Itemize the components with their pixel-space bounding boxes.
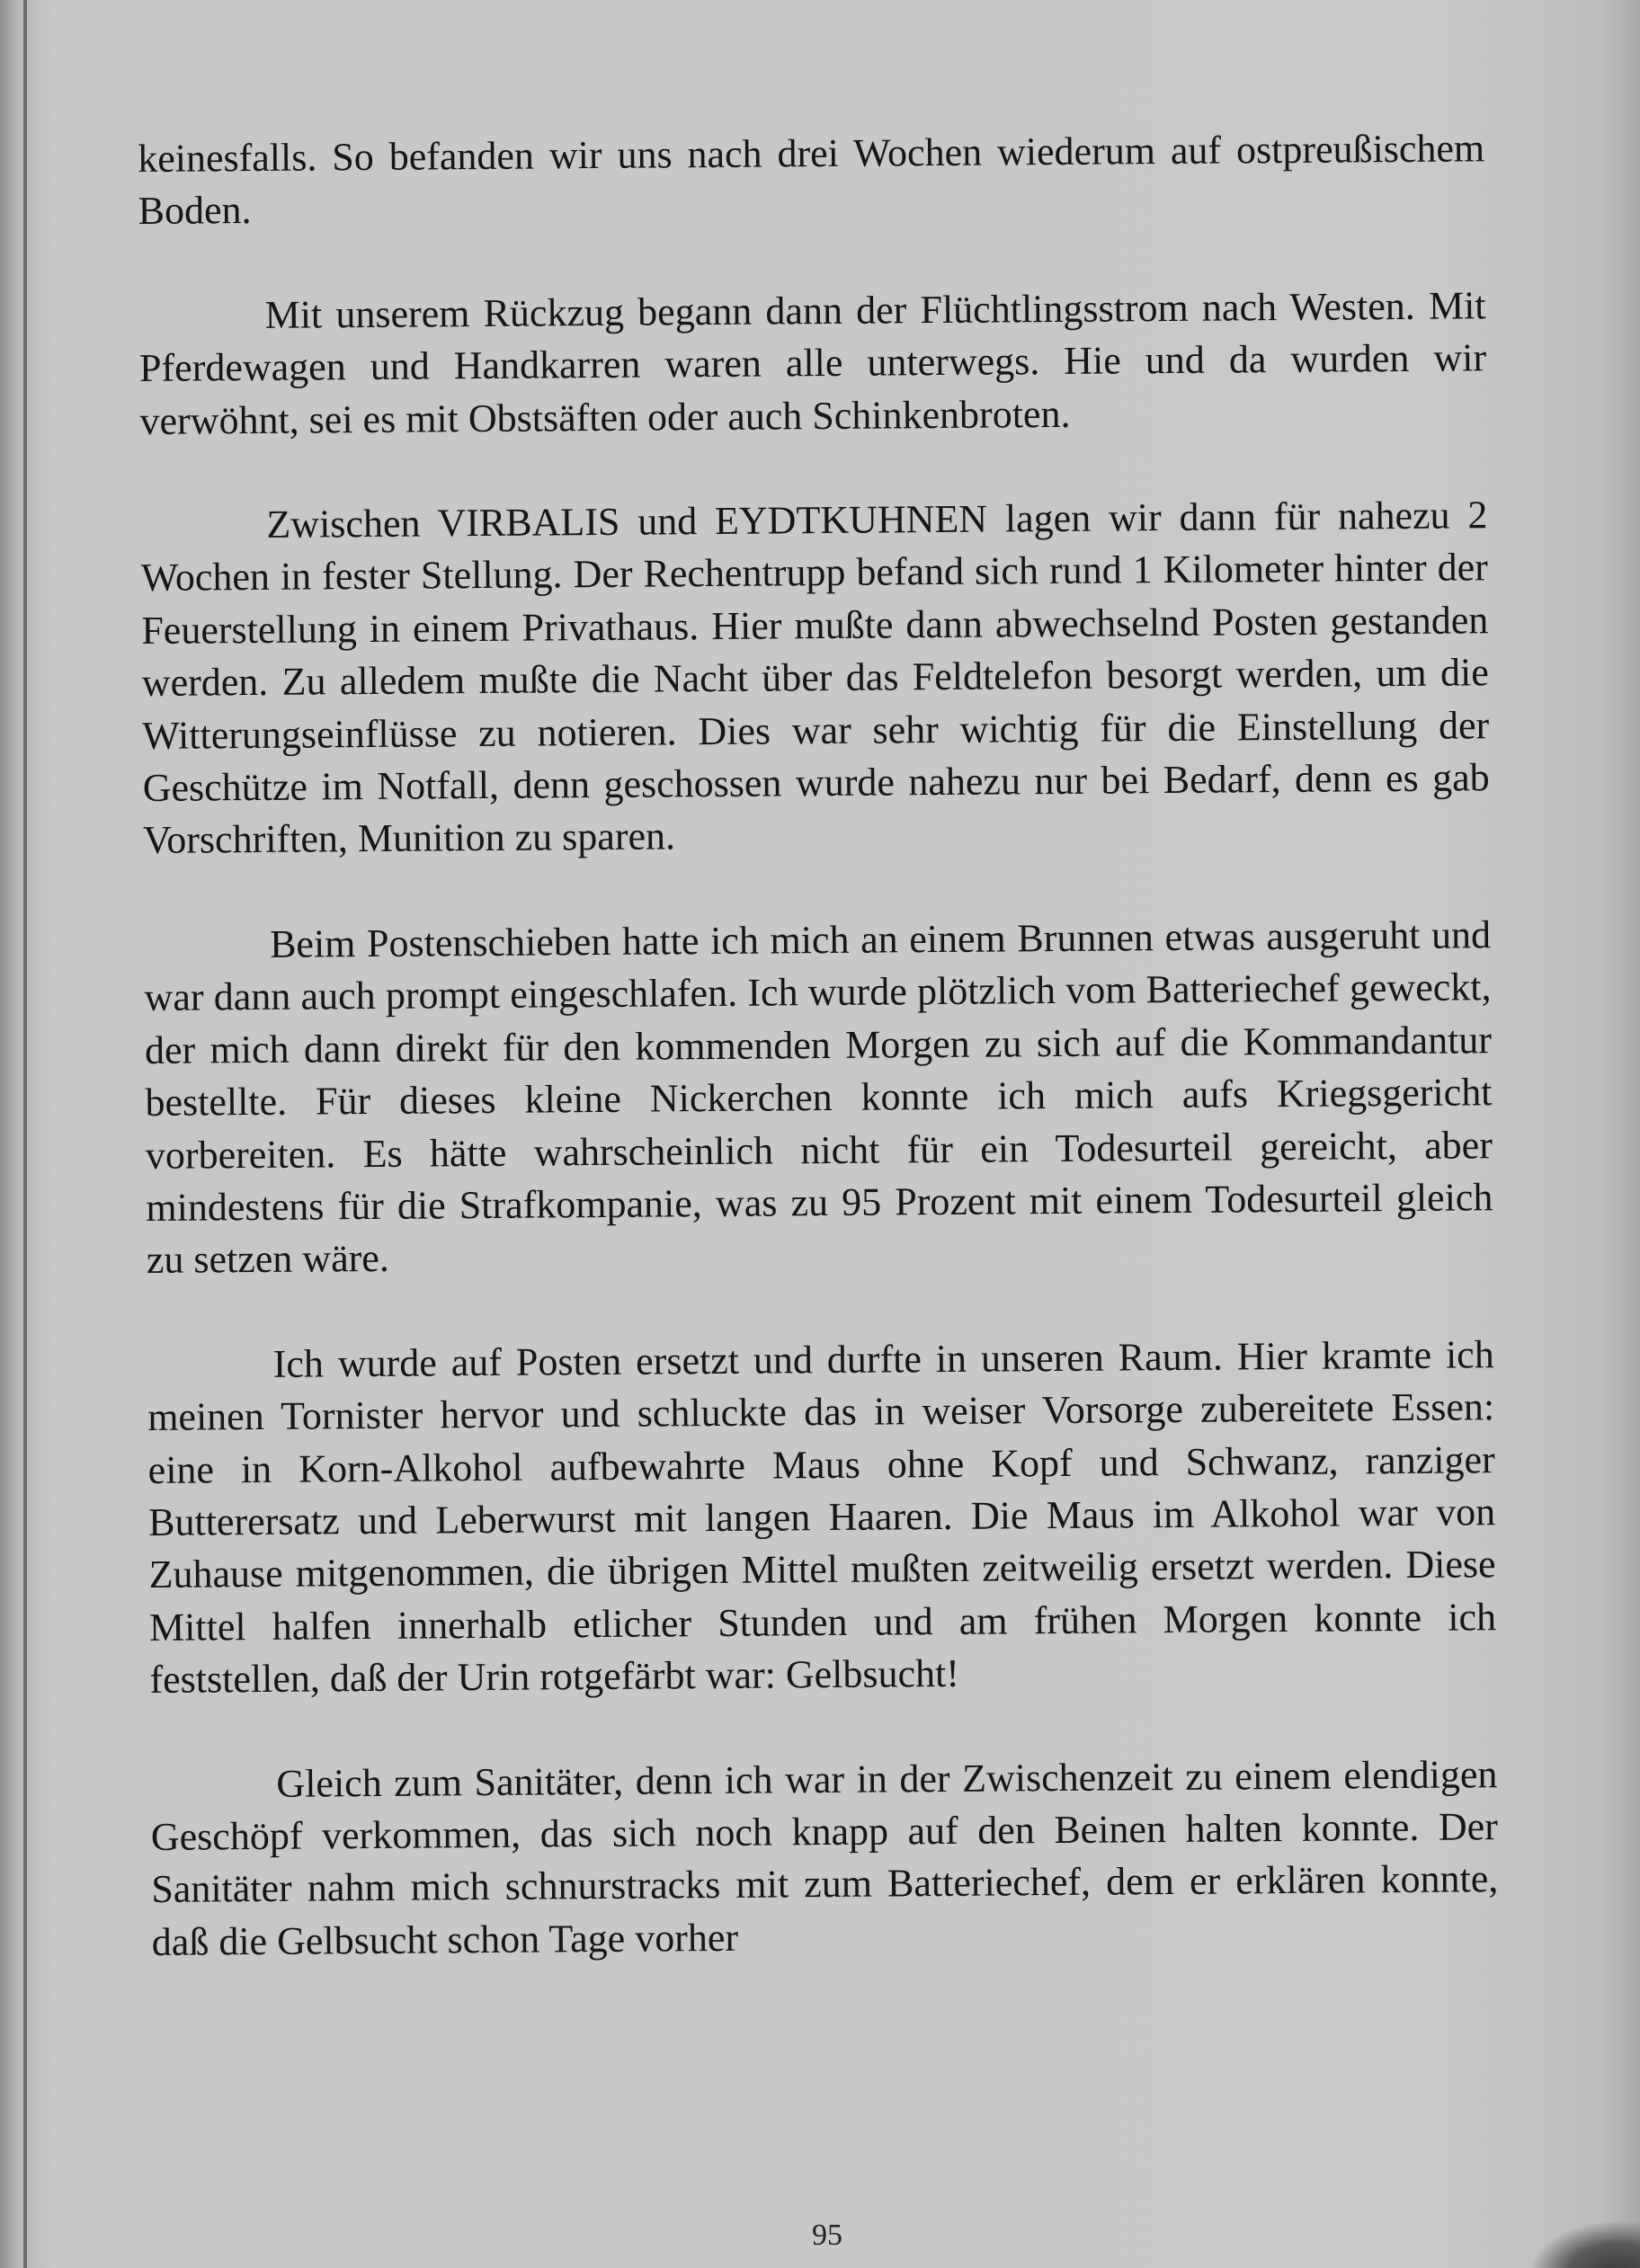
paragraph-virbalis: Zwischen VIRBALIS und EYDTKUHNEN lagen wir dann für nahezu 2 Wochen in fester Stellung. Der Rechentrupp befand sich rund 1 Kilometer hinter der Feuerstellung in einem Privathaus. Hier mußte dann abwechselnd Posten gestanden werden. Zu alledem mußte die Nacht über das Feldtelefon besorgt werden, um die Witterungseinflüsse zu notieren. Dies war sehr wichtig für die Einstellung der Geschütze im Notfall, denn geschossen wurde nahezu nur bei Bedarf, denn es gab Vorschriften, Munition zu sparen. xyxy=(140,493,1490,863)
body-text xyxy=(138,122,1499,1969)
page-number: 95 xyxy=(812,2219,842,2252)
paragraph-jaundice: Ich wurde auf Posten ersetzt und durfte in unseren Raum. Hier kramte ich meinen Tornister hervor und schluckte das in weiser Vorsorge zubereitete Essen: eine in Korn-Alkohol aufbewahrte Maus ohne Kopf und Schwanz, ranziger Butterersatz und Leberwurst mit langen Haaren. Die Maus im Alkohol war von Zuhause mitgenommen, die übrigen Mittel mußten zeitweilig ersetzt werden. Diese Mittel halfen innerhalb etlicher Stunden und am frühen Morgen konnte ich feststellen, daß der Urin rotgefärbt war: Gelbsucht! xyxy=(147,1331,1497,1703)
paragraph-guard-duty: Beim Postenschieben hatte ich mich an einem Brunnen etwas ausgeruht und war dann auch prompt eingeschlafen. Ich wurde plötzlich vom Batteriechef geweckt, der mich dann direkt für den kommenden Morgen zu sich auf die Kommandantur bestellte. Für dieses kleine Nickerchen konnte ich mich aufs Kriegsgericht vorbereiten. Es hätte wahrscheinlich nicht für ein Todesurteil gereicht, aber mindestens für die Strafkompanie, was zu 95 Prozent mit einem Todesurteil gleich zu setzen wäre. xyxy=(144,912,1493,1283)
paragraph-retreat: Mit unserem Rückzug begann dann der Flüchtlingsstrom nach Westen. Mit Pferdewagen und Handkarren waren alle unterwegs. Hie und da wurden wir verwöhnt, sei es mit Obstsäften oder auch Schinkenbroten. xyxy=(138,283,1487,443)
corner-shadow xyxy=(1529,2220,1640,2268)
paragraph-medic: Gleich zum Sanitäter, denn ich war in der Zwischenzeit zu einem elendigen Geschöpf verkommen, das sich noch knapp auf den Beinen halten konnte. Der Sanitäter nahm mich schnurstracks mit zum Batteriechef, dem er erklären konnte, daß die Gelbsucht schon Tage vorher xyxy=(150,1751,1499,1964)
book-spine-edge xyxy=(23,0,27,2268)
paragraph-continuation: keinesfalls. So befanden wir uns nach drei Wochen wiederum auf ostpreußischem Boden. xyxy=(138,126,1485,234)
